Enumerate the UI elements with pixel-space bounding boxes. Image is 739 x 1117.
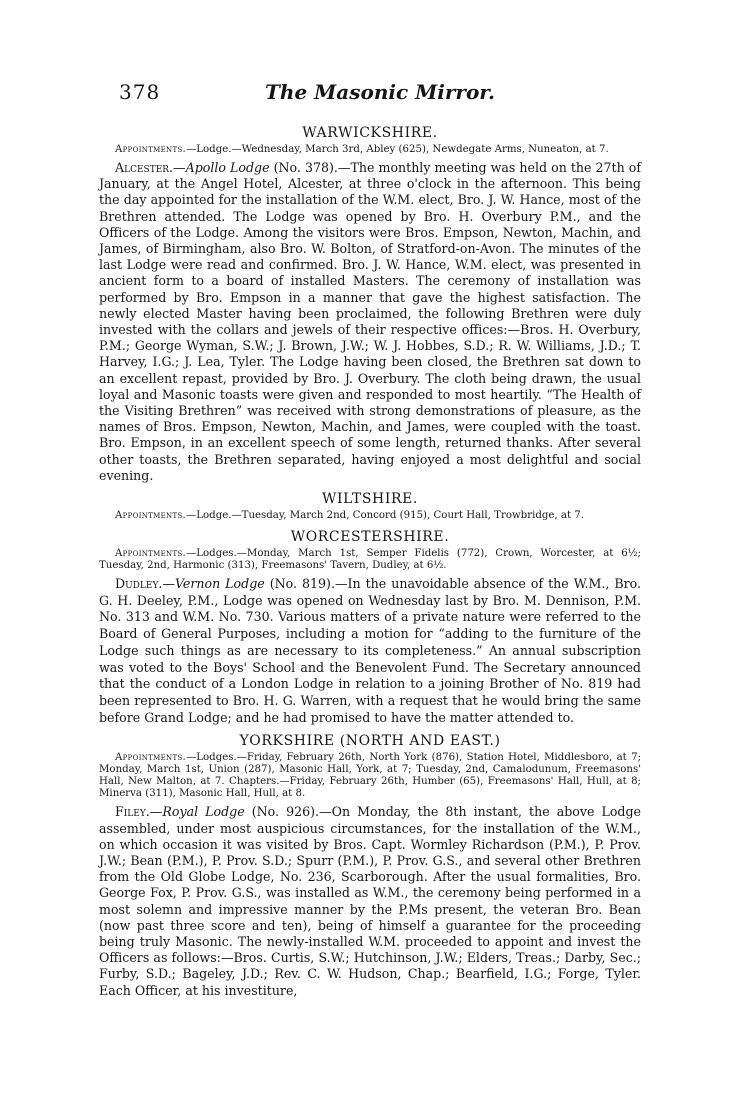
report-lodge-name: —Royal Lodge [149,804,245,820]
lodge-report [99,576,641,726]
report-place: Alcester. [115,160,174,175]
appointments-text: —Lodge.—Wednesday, March 3rd, Abley (625), Newdegate Arms, Nuneaton, at 7. [186,144,609,155]
appointments-label: Appointments. [115,510,187,522]
section-yorkshire [99,732,641,998]
appointments-notice [99,510,641,522]
section-heading: WILTSHIRE. [322,491,418,508]
section-heading: YORKSHIRE (NORTH AND EAST.) [239,733,501,750]
lodge-report [99,804,641,998]
appointments-text: —Lodge.—Tuesday, March 2nd, Concord (915), Court Hall, Trowbridge, at 7. [186,510,584,522]
appointments-label: Appointments. [115,752,187,764]
report-text: (No. 926).—On Monday, the 8th instant, the above Lodge assembled, under most auspicious circumstances, for the installation of the W.M., on which occasion it was visited by Bros. Capt. Wormley Richardson (P.M.), P. Prov. J.W.; Bean (P.M.), P. Prov. S.D.; Spurr (P.M.), P. Prov. G.S., and several other Brethren from the Old Globe Lodge, No. 236, Scarborough. After the usual formalities, Bro. George Fox, P. Prov. G.S., was installed as W.M., the ceremony being performed in a most solemn and impressive manner by the P.Ms present, the veteran Bro. Bean (now past three score and ten), being of himself a guarantee for the proceeding being truly Masonic. The newly-installed W.M. proceeded to appoint and invest the Officers as follows:—Bros. Curtis, S.W.; Hutchinson, J.W.; Elders, Treas.; Darby, Sec.; Furby, S.D.; Bageley, J.D.; Rev. C. W. Hudson, Chap.; Bearfield, I.G.; Forge, Tyler. Each Officer, at his investiture, [99,804,641,998]
page-header [119,80,641,108]
appointments-text: —Lodges.—Friday, February 26th, North York (876), Station Hotel, Middlesboro, at 7; Monday, March 1st, Union (287), Masonic Hall, York, at 7; Tuesday, 2nd, Camalodunum, Freemasons' Hall, New Malton, at 7. Chapters.—Friday, February 26th, Humber (65), Freemasons' Hall, Hull, at 8; Minerva (311), Masonic Hall, Hull, at 8. [99,752,641,800]
appointments-notice [99,144,641,156]
running-title: The Masonic Mirror. [265,80,495,104]
report-place: Dudley. [115,576,163,592]
section-warwickshire [99,124,641,484]
appointments-label: Appointments. [115,144,187,155]
section-heading: WARWICKSHIRE. [302,125,438,141]
report-place: Filey. [115,804,150,820]
page-body [99,118,641,1001]
appointments-notice [99,752,641,800]
report-lodge-name: —Apollo Lodge [173,160,270,175]
section-worcestershire [99,528,641,726]
section-heading: WORCESTERSHIRE. [290,529,450,546]
report-lodge-name: —Vernon Lodge [162,576,265,592]
appointments-label: Appointments. [115,548,187,560]
page-number: 378 [119,80,161,104]
appointments-text: —Lodges.—Monday, March 1st, Semper Fidelis (772), Crown, Worcester, at 6½; Tuesday, 2nd, Harmonic (313), Freemasons' Tavern, Dudley, at 6½. [99,548,641,572]
section-wiltshire [99,490,641,522]
lodge-report [99,160,641,484]
report-text: (No. 819).—In the unavoidable absence of the W.M., Bro. G. H. Deeley, P.M., Lodge was opened on Wednesday last by Bro. M. Dennison, P.M. No. 313 and W.M. No. 730. Various matters of a private nature were referred to the Board of General Purposes, including a motion for “adding to the furniture of the Lodge such things as are necessary to its completeness.” An annual subscription was voted to the Boys' School and the Benevolent Fund. The Secretary announced that the conduct of a London Lodge in relation to a joining Brother of No. 819 had been represented to Bro. H. G. Warren, with a request that he would bring the same before Grand Lodge; and he had promised to have the matter attended to. [99,576,641,725]
report-text: (No. 378).—The monthly meeting was held on the 27th of January, at the Angel Hotel, Alcester, at three o'clock in the afternoon. This being the day appointed for the installation of the W.M. elect, Bro. J. W. Hance, most of the Brethren attended. The Lodge was opened by Bro. H. Overbury P.M., and the Officers of the Lodge. Among the visitors were Bros. Empson, Newton, Machin, and James, of Birmingham, also Bro. W. Bolton, of Stratford-on-Avon. The minutes of the last Lodge were read and confirmed. Bro. J. W. Hance, W.M. elect, was presented in ancient form to a board of installed Masters. The ceremony of installation was performed by Bro. Empson in a manner that gave the highest satisfaction. The newly elected Master having been proclaimed, the following Brethren were duly invested with the collars and jewels of their respective offices:—Bros. H. Overbury, P.M.; George Wyman, S.W.; J. Brown, J.W.; W. J. Hobbes, S.D.; R. W. Williams, J.D.; T. Harvey, I.G.; J. Lea, Tyler. The Lodge having been closed, the Brethren sat down to an excellent repast, provided by Bro. J. Overbury. The cloth being drawn, the usual loyal and Masonic toasts were given and responded to most heartily. “The Health of the Visiting Brethren” was received with strong demonstrations of pleasure, as the names of Bros. Empson, Newton, Machin, and James, were coupled with the toast. Bro. Empson, in an excellent speech of some length, returned thanks. After several other toasts, the Brethren separated, having enjoyed a most delightful and social evening. [99,160,641,483]
appointments-notice [99,548,641,572]
